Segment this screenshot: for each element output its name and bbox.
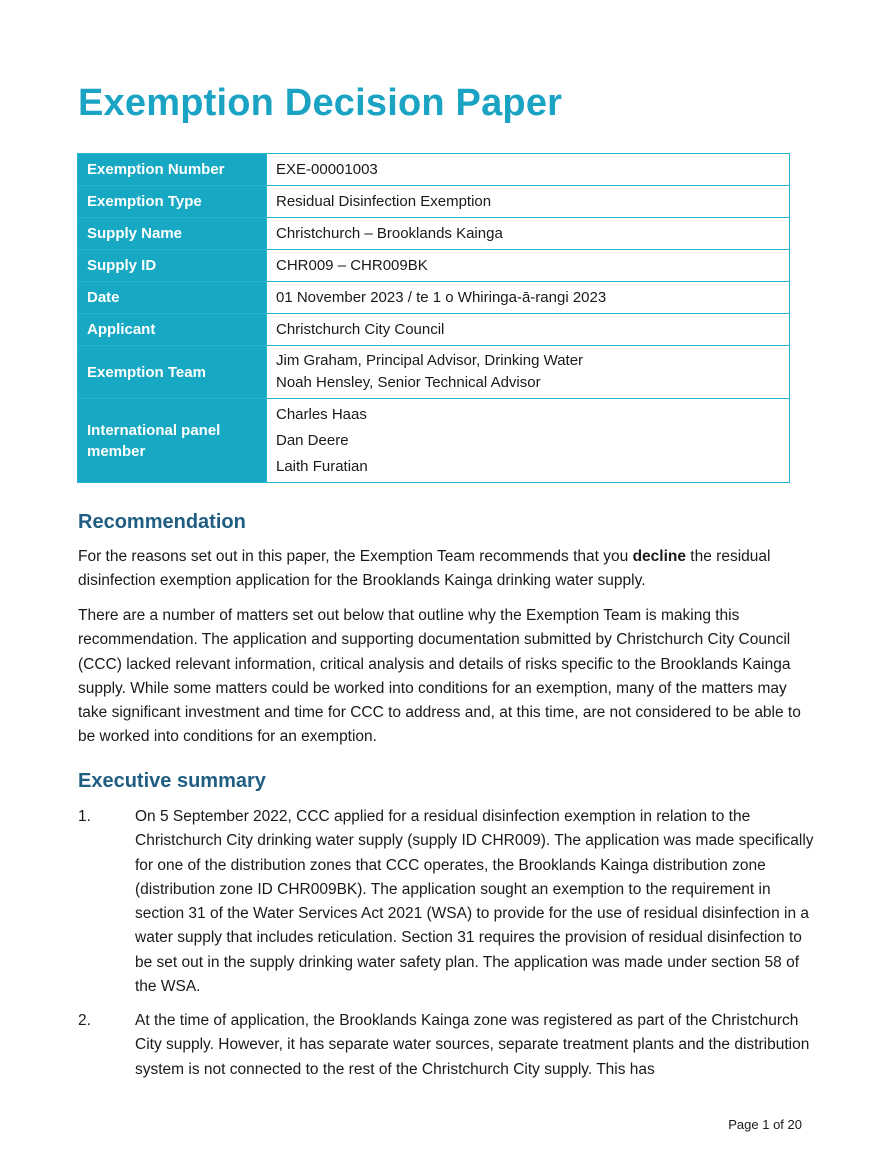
exemption-type-label: Exemption Type <box>78 186 267 218</box>
exemption-details-table <box>77 153 790 483</box>
table-row <box>78 314 790 346</box>
recommendation-paragraph-2: There are a number of matters set out below that outline why the Exemption Team is making this recommendation. The application and supporting documentation submitted by Christchurch City Council (CCC) lacked relevant information, critical analysis and details of risks specific to the Brooklands Kainga supply. While some matters could be worked into conditions for an exemption, many of the matters may take significant investment and time for CCC to address and, at this time, are not considered to be able to be worked into conditions for an exemption. <box>78 607 801 746</box>
team-member: Noah Hensley, Senior Technical Advisor <box>276 374 541 391</box>
exemption-number-value: EXE-00001003 <box>267 154 790 186</box>
list-text: On 5 September 2022, CCC applied for a residual disinfection exemption in relation to the Christchurch City drinking water supply (supply ID CHR009). The application was made specifically for one of the distribution zones that CCC operates, the Brooklands Kainga distribution zone (distribution zone ID CHR009BK). The application sought an exemption to the requirement in section 31 of the Water Services Act 2021 (WSA) to provide for the use of residual disinfection in a water supply that includes reticulation. Section 31 requires the provision of residual disinfection to be set out in the supply drinking water safety plan. The application was made under section 58 of the WSA. <box>135 808 814 996</box>
list-text: At the time of application, the Brooklands Kainga zone was registered as part of the Christchurch City supply. However, it has separate water sources, separate treatment plants and the distribution system is not connected to the rest of the Christchurch City supply. This has <box>135 1012 810 1078</box>
list-number: 1. <box>78 808 91 825</box>
list-number: 2. <box>78 1012 91 1029</box>
exemption-team-label: Exemption Team <box>78 346 267 399</box>
table-row <box>78 346 790 399</box>
table-row <box>78 399 790 483</box>
recommendation-paragraph-1 <box>78 545 818 594</box>
emphasis-decline: decline <box>632 548 686 565</box>
supply-name-label: Supply Name <box>78 218 267 250</box>
panel-member-value <box>267 399 790 483</box>
table-row <box>78 282 790 314</box>
table-row <box>78 186 790 218</box>
page-number: Page 1 of 20 <box>728 1117 802 1132</box>
text-segment: For the reasons set out in this paper, the Exemption Team recommends that you <box>78 548 633 565</box>
table-row <box>78 250 790 282</box>
supply-id-value: CHR009 – CHR009BK <box>267 250 790 282</box>
panel-member: Laith Furatian <box>276 457 368 475</box>
date-value: 01 November 2023 / te 1 o Whiringa-ā-rangi 2023 <box>267 282 790 314</box>
panel-member-label: International panel member <box>78 399 267 483</box>
text-segment: the residual disinfection exemption application for the Brooklands Kainga drinking water supply. <box>78 548 771 590</box>
table-row <box>78 154 790 186</box>
applicant-label: Applicant <box>78 314 267 346</box>
applicant-value: Christchurch City Council <box>267 314 790 346</box>
supply-name-value: Christchurch – Brooklands Kainga <box>267 218 790 250</box>
recommendation-heading: Recommendation <box>78 511 246 533</box>
table-row <box>78 218 790 250</box>
supply-id-label: Supply ID <box>78 250 267 282</box>
exemption-type-value: Residual Disinfection Exemption <box>267 186 790 218</box>
date-label: Date <box>78 282 267 314</box>
exemption-team-value <box>267 346 790 399</box>
exemption-number-label: Exemption Number <box>78 154 267 186</box>
page-title: Exemption Decision Paper <box>78 82 563 124</box>
panel-member: Dan Deere <box>276 431 349 449</box>
executive-summary-heading: Executive summary <box>78 770 266 792</box>
team-member: Jim Graham, Principal Advisor, Drinking Water <box>276 352 584 369</box>
panel-member: Charles Haas <box>276 405 367 423</box>
